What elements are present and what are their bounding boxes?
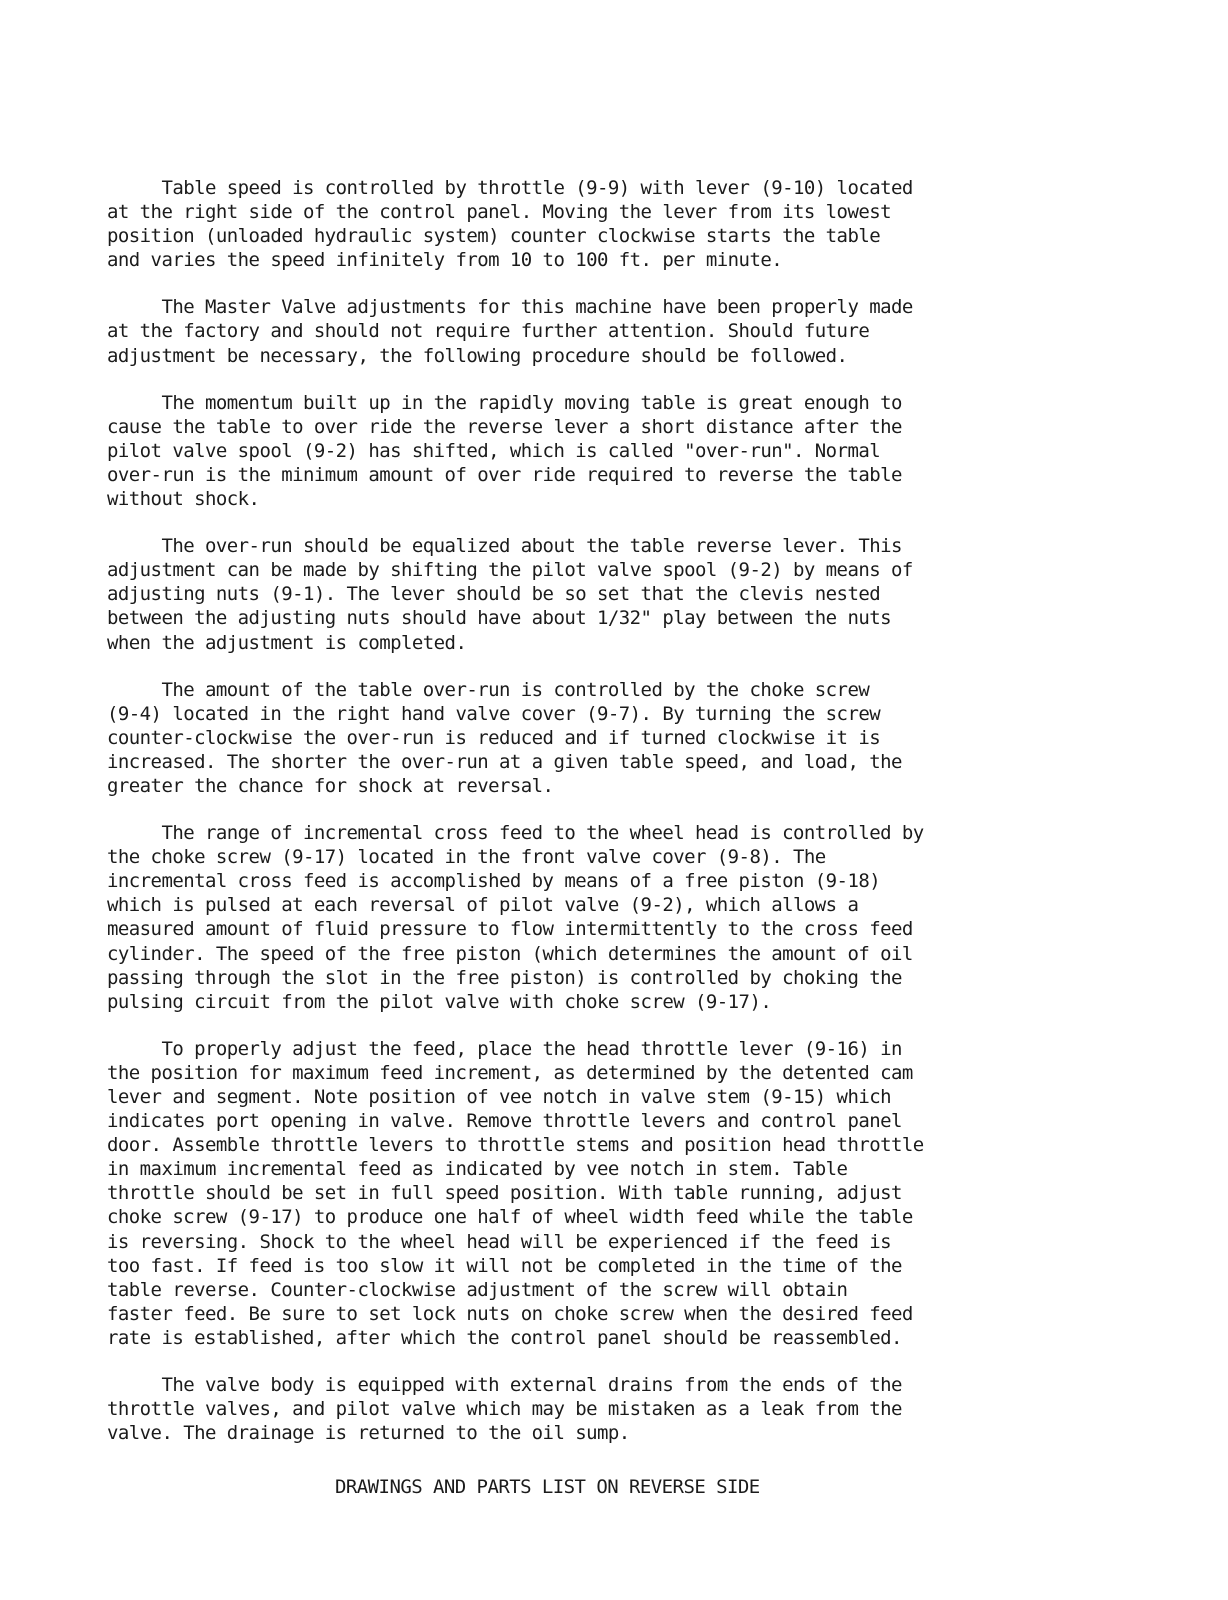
text-line: indicates port opening in valve. Remove throttle levers and control panel	[107, 1110, 902, 1133]
paragraph-momentum	[107, 391, 1107, 511]
text-line: (9-4) located in the right hand valve cover (9-7). By turning the screw	[107, 702, 881, 725]
text-line: Table speed is controlled by throttle (9-9) with lever (9-10) located	[107, 177, 913, 199]
text-line: without shock.	[107, 488, 260, 511]
text-line: throttle valves, and pilot valve which may be mistaken as a leak from the	[107, 1398, 902, 1421]
text-line: and varies the speed infinitely from 10 to 100 ft. per minute.	[107, 249, 783, 272]
paragraph-over-run-amount	[107, 678, 1107, 798]
text-line: is reversing. Shock to the wheel head will be experienced if the feed is	[107, 1230, 892, 1253]
text-line: lever and segment. Note position of vee notch in valve stem (9-15) which	[107, 1086, 892, 1108]
text-line: incremental cross feed is accomplished by means of a free piston (9-18)	[107, 870, 881, 893]
footer-note: DRAWINGS AND PARTS LIST ON REVERSE SIDE	[335, 1476, 760, 1498]
text-line: rate is established, after which the control panel should be reassembled.	[107, 1326, 902, 1349]
paragraph-adjust-feed	[107, 1037, 1107, 1350]
text-line: over-run is the minimum amount of over ride required to reverse the table	[107, 463, 902, 486]
text-line: adjustment be necessary, the following procedure should be followed.	[107, 344, 848, 367]
text-line: adjusting nuts (9-1). The lever should be so set that the clevis nested	[107, 583, 881, 606]
text-line: when the adjustment is completed.	[107, 631, 467, 654]
paragraph-over-run-equalize	[107, 534, 1107, 654]
paragraph-valve-drains	[107, 1373, 1107, 1445]
text-line: The Master Valve adjustments for this machine have been properly made	[107, 296, 913, 319]
text-line: pulsing circuit from the pilot valve with choke screw (9-17).	[107, 990, 772, 1013]
text-line: The momentum built up in the rapidly moving table is great enough to	[107, 391, 902, 414]
text-line: The range of incremental cross feed to the wheel head is controlled by	[107, 822, 924, 845]
text-line: at the right side of the control panel. Moving the lever from its lowest	[107, 201, 892, 224]
text-line: The amount of the table over-run is controlled by the choke screw	[107, 678, 870, 701]
text-line: too fast. If feed is too slow it will not be completed in the time of the	[107, 1254, 902, 1277]
text-line: choke screw (9-17) to produce one half of wheel width feed while the table	[107, 1206, 913, 1229]
text-line: valve. The drainage is returned to the oil sump.	[107, 1422, 630, 1445]
text-line: To properly adjust the feed, place the head throttle lever (9-16) in	[107, 1037, 902, 1060]
body-text	[107, 176, 1107, 1468]
paragraph-master-valve	[107, 295, 1107, 367]
text-line: throttle should be set in full speed position. With table running, adjust	[107, 1182, 902, 1205]
text-line: faster feed. Be sure to set lock nuts on choke screw when the desired feed	[107, 1302, 913, 1325]
text-line: increased. The shorter the over-run at a given table speed, and load, the	[107, 750, 902, 773]
text-line: measured amount of fluid pressure to flow intermittently to the cross feed	[107, 918, 913, 941]
paragraph-cross-feed	[107, 821, 1107, 1014]
text-line: The over-run should be equalized about the table reverse lever. This	[107, 535, 902, 558]
text-line: position (unloaded hydraulic system) counter clockwise starts the table	[107, 225, 881, 248]
text-line: adjustment can be made by shifting the pilot valve spool (9-2) by means of	[107, 559, 913, 582]
text-line: at the factory and should not require further attention. Should future	[107, 320, 870, 343]
text-line: pilot valve spool (9-2) has shifted, which is called "over-run". Normal	[107, 439, 881, 462]
text-line: door. Assemble throttle levers to throttle stems and position head throttle	[107, 1134, 924, 1157]
text-line: in maximum incremental feed as indicated by vee notch in stem. Table	[107, 1158, 848, 1181]
text-line: the position for maximum feed increment, as determined by the detented cam	[107, 1061, 913, 1084]
text-line: The valve body is equipped with external drains from the ends of the	[107, 1374, 902, 1397]
paragraph-table-speed	[107, 176, 1107, 272]
text-line: greater the chance for shock at reversal.	[107, 774, 554, 797]
text-line: passing through the slot in the free piston) is controlled by choking the	[107, 966, 902, 989]
text-line: counter-clockwise the over-run is reduced and if turned clockwise it is	[107, 726, 881, 749]
text-line: between the adjusting nuts should have about 1/32" play between the nuts	[107, 607, 892, 630]
text-line: table reverse. Counter-clockwise adjustment of the screw will obtain	[107, 1278, 848, 1301]
text-line: which is pulsed at each reversal of pilot valve (9-2), which allows a	[107, 894, 859, 917]
text-line: cylinder. The speed of the free piston (which determines the amount of oil	[107, 942, 913, 965]
text-line: cause the table to over ride the reverse lever a short distance after the	[107, 415, 902, 438]
text-line: the choke screw (9-17) located in the front valve cover (9-8). The	[107, 846, 826, 869]
